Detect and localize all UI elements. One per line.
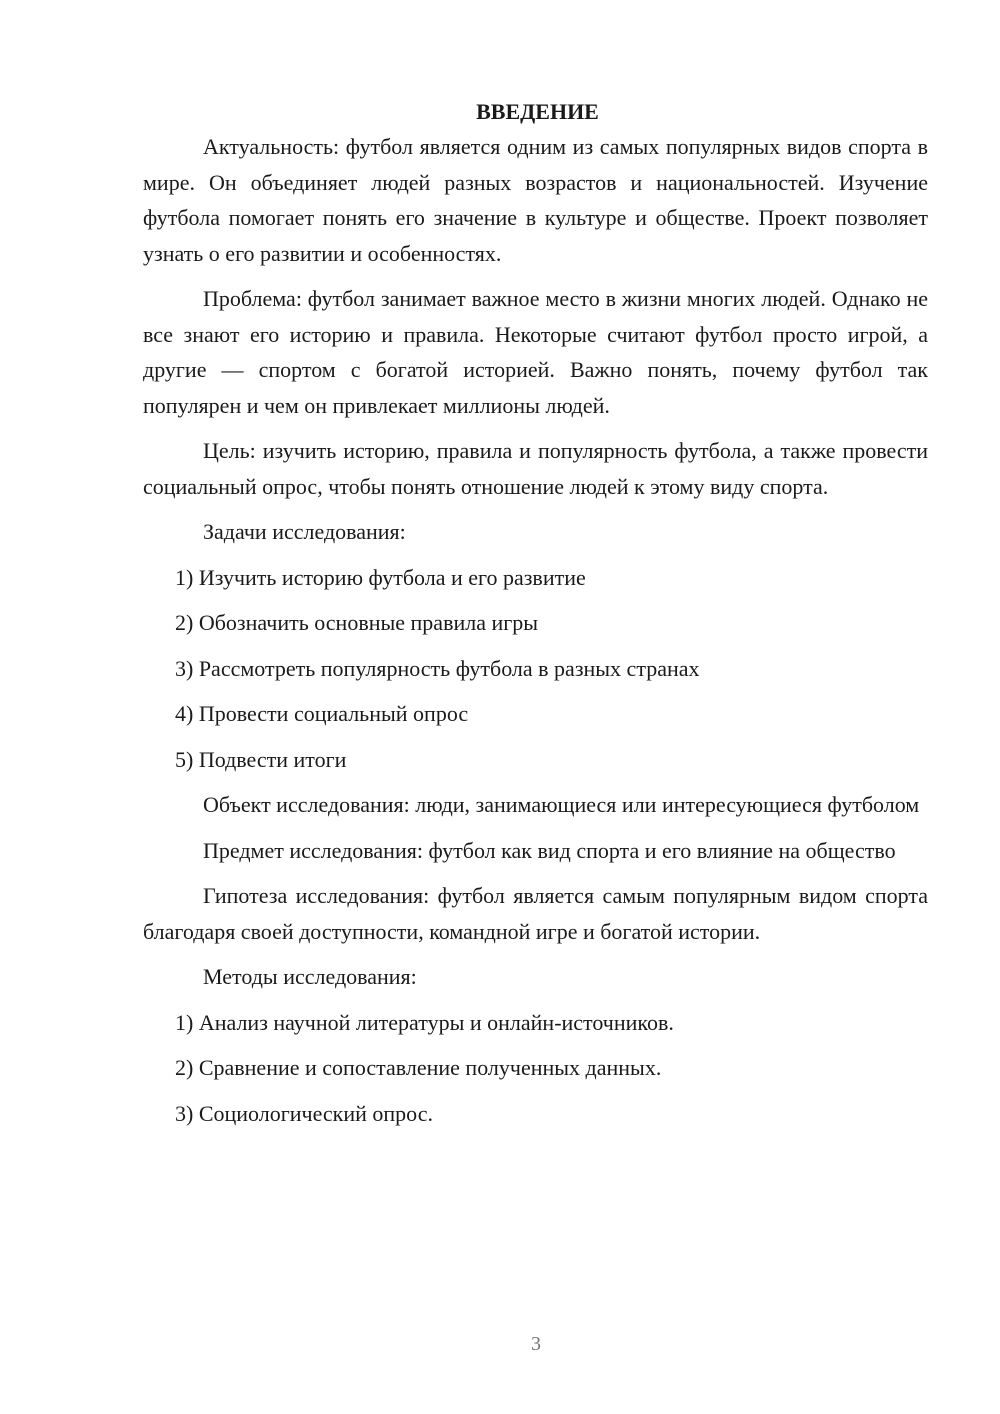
object-paragraph: Объект исследования: люди, занимающиеся или интересующиеся футболом bbox=[203, 792, 920, 817]
hypothesis-paragraph: Гипотеза исследования: футбол является самым популярным видом спорта благодаря своей доступности, командной игре и богатой истории. bbox=[143, 883, 928, 944]
list-item: 5) Подвести итоги bbox=[175, 746, 347, 772]
methods-list bbox=[143, 1005, 928, 1132]
list-item: 1) Анализ научной литературы и онлайн-источников. bbox=[175, 1009, 674, 1035]
goal-paragraph: Цель: изучить историю, правила и популярность футбола, а также провести социальный опрос, чтобы понять отношение людей к этому виду спорта. bbox=[143, 438, 928, 499]
tasks-list bbox=[143, 560, 928, 778]
problem-paragraph: Проблема: футбол занимает важное место в жизни многих людей. Однако не все знают его историю и правила. Некоторые считают футбол просто игрой, а другие — спортом с богатой историей. Важно понять, почему футбол так популярен и чем он привлекает миллионы людей. bbox=[143, 286, 928, 418]
list-item: 2) Обозначить основные правила игры bbox=[175, 610, 539, 635]
page-title: ВВЕДЕНИЕ bbox=[476, 99, 599, 124]
methods-heading: Методы исследования: bbox=[203, 964, 417, 989]
relevance-paragraph: Актуальность: футбол является одним из самых популярных видов спорта в мире. Он объединяет людей разных возрастов и национальностей. Изучение футбола помогает понять его значение в культуре и обществе. Проект позволяет узнать о его развитии и особенностях. bbox=[143, 134, 928, 266]
subject-paragraph: Предмет исследования: футбол как вид спорта и его влияние на общество bbox=[203, 837, 896, 863]
page-number: 3 bbox=[531, 1333, 541, 1355]
list-item: 3) Рассмотреть популярность футбола в разных странах bbox=[175, 655, 700, 681]
list-item: 4) Провести социальный опрос bbox=[175, 701, 469, 726]
document-page bbox=[143, 94, 928, 1131]
list-item: 3) Социологический опрос. bbox=[175, 1100, 433, 1126]
tasks-heading: Задачи исследования: bbox=[203, 519, 406, 544]
list-item: 1) Изучить историю футбола и его развитие bbox=[175, 564, 586, 590]
list-item: 2) Сравнение и сопоставление полученных данных. bbox=[175, 1055, 662, 1080]
